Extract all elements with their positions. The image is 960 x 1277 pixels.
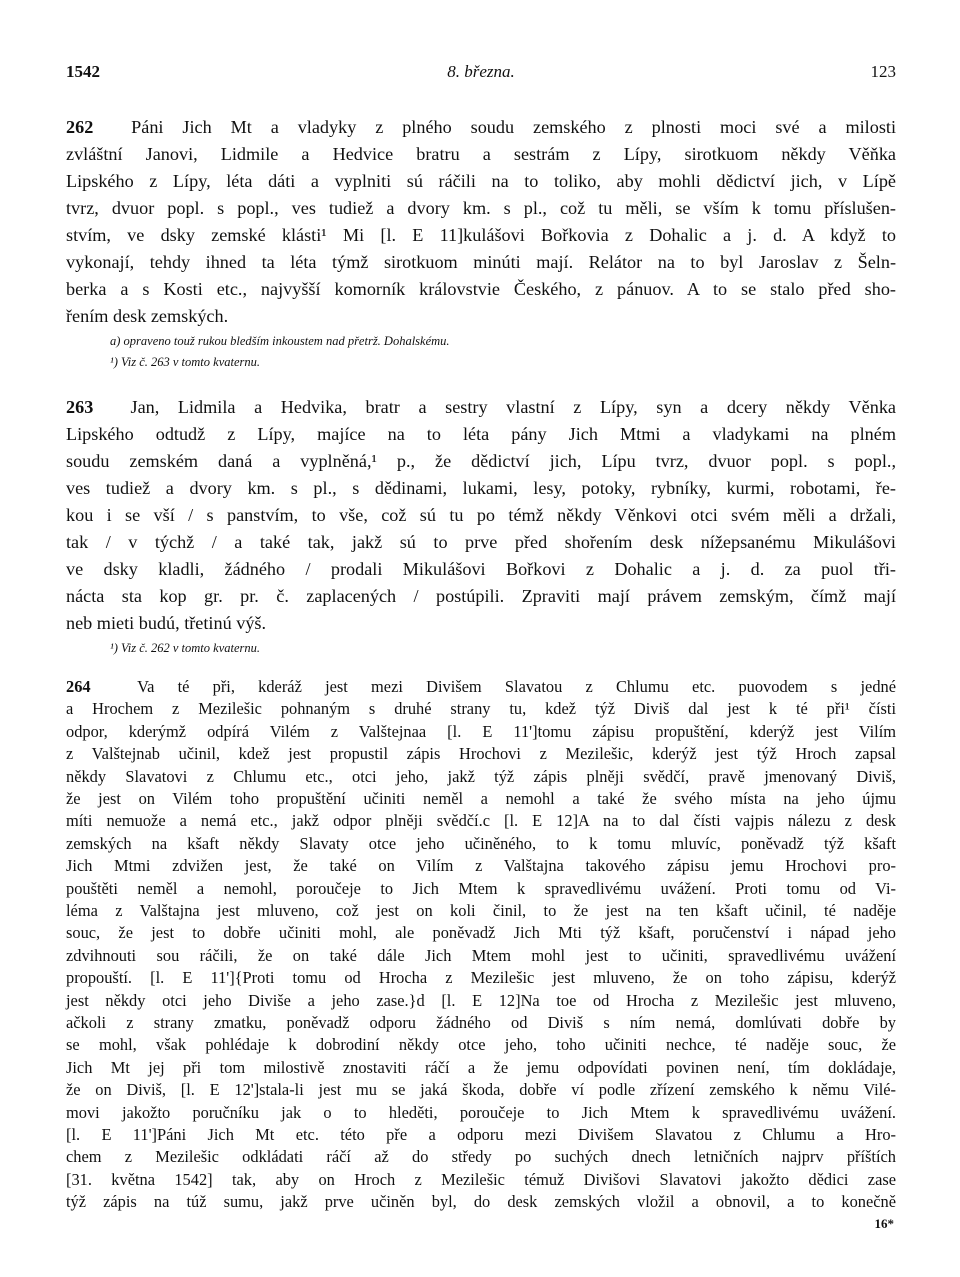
entry-264-line-8: zemských na kšaft někdy Slavaty otce jeho učiněného, to k tomu mluvíc, poněvadž týž kšaft — [66, 833, 896, 853]
entry-264-line-21: [l. E 11']Páni Jich Mt etc. této pře a odporu mezi Divišem Slavatou z Chlumu a Hro- — [66, 1125, 896, 1144]
entry-264-line-1 — [66, 676, 896, 698]
entry-263-line-3: soudu zemském daná a vyplněná,¹ p., že dědictví jich, Lípu tvrz, dvuor popl. s popl., — [66, 451, 896, 471]
entry-number: 263 — [66, 397, 94, 417]
entry-262-line-7: berka a s Kosti etc., najvyšší komorník královstvie Českého, z pánuov. A to se stalo před sho- — [66, 279, 896, 299]
entry-number: 262 — [66, 117, 94, 137]
text-line: Jan, Lidmila a Hedvika, bratr a sestry vlastní z Lípy, syn a dcery někdy Věnka — [130, 397, 897, 417]
entry-262-line-5: stvím, ve dsky zemské klásti¹ Mi [l. E 11]kulášovi Bořkovia z Dohalic a j. d. A když to — [66, 225, 896, 245]
entry-262-line-4: tvrz, dvuor popl. s popl., ves tudiež a dvory km. s pl., což tu měli, se vším k tomu příslušen- — [66, 198, 896, 218]
footnote-1-263: ¹) Viz č. 262 v tomto kvaternu. — [110, 641, 261, 655]
entry-264-line-4: z Valštejnab učinil, kdež jest propustil zápis Hrochovi z Mezilešic, kderýž jest týž Hroch zapsal — [66, 744, 896, 764]
entry-264-line-20: movi jakožto poručníku jak o to hleděti, poroučeje to Jich Mtem k spravedlivému uvážení. — [66, 1102, 896, 1122]
page-date: 8. března. — [447, 62, 515, 81]
footnote-a: a) opraveno touž rukou bledším inkoustem nad přetrž. Dohalskému. — [110, 334, 450, 348]
page-number: 123 — [870, 62, 896, 81]
entry-262-line-1 — [66, 114, 896, 141]
entry-264-line-3: odpor, kderýmž odpírá Vilém z Valštejnaa [l. E 11']tomu zápisu propuštění, kderýž jest Vilím — [66, 721, 896, 741]
entry-264-line-9: Jich Mtmi zdvižen jest, že také on Vilím z Valštajna takového zápisu jemu Hrochovi pro- — [66, 856, 896, 876]
page-header — [66, 62, 896, 88]
entry-262-line-8: řením desk zemských. — [66, 306, 229, 326]
entry-264-line-11: léma z Valštajna jest mluveno, což jest on koli činil, to že jest na ten kšaft učinil, té naděje — [66, 901, 896, 920]
signature-mark: 16* — [874, 1215, 894, 1231]
entry-264-line-16: ačkoli z strany zmatku, poněvadž odporu žádného od Diviš s ním nemá, domlúvati dobře by — [66, 1013, 896, 1032]
entry-264-line-15: jest někdy otci jeho Diviše a jeho zase.}d [l. E 12]Na toe od Hrocha z Mezilešic jest mluveno, — [66, 990, 896, 1010]
entry-264-line-5: někdy Slavatovi z Chlumu etc., otci jeho, jakž týž zápis plněji svědčí, pravě jmenovaný Diviš, — [66, 766, 896, 786]
entry-264-line-18: Jich Mt jej při tom milostivě znostaviti ráčí a že jemu odpovídati povinen není, tím dokládaje, — [66, 1057, 896, 1077]
entry-263-line-5: kou i se vší / s panstvím, to vše, což sú tu po témž někdy Věnkovi otci svém měli a držali, — [66, 505, 896, 525]
footnote-1: ¹) Viz č. 263 v tomto kvaternu. — [110, 355, 261, 369]
page-year: 1542 — [66, 62, 100, 81]
entry-264-line-23: [31. května 1542] tak, aby on Hroch z Mezilešic témuž Divišovi Slavatovi jakožto dědici zase — [66, 1169, 896, 1189]
text-line: Páni Jich Mt a vladyky z plného soudu zemského z plnosti moci své a milosti — [131, 117, 897, 137]
entry-264-line-24: týž zápis na túž sumu, jakž prve učiněn byl, do desk zemských vložil a obnovil, a to konečně — [66, 1192, 896, 1212]
entry-263-line-4: ves tudiež a dvory km. s pl., s dědinami, lukami, lesy, potoky, rybníky, kurmi, robotami, ře- — [66, 478, 896, 498]
entry-263-line-2: Lipského odtudž z Lípy, majíce na to léta pány Jich Mtmi a vladykami na plném — [66, 424, 896, 444]
entry-264-line-10: pouštěti neměl a nemohl, poroučeje to Jich Mtem k spravedlivému uvážení. Proti tomu od Vi- — [66, 878, 896, 898]
entry-262-line-6: vykonají, tehdy ihned ta léta týmž sirotkuom minúti mají. Relátor na to byl Jaroslav z Šeln- — [66, 252, 896, 272]
entry-264-line-2: a Hrochem z Mezilešic pohnaným s druhé strany tu, kdež týž Diviš dal jest k té při¹ čísti — [66, 699, 896, 719]
text-line: Va té při, kderáž jest mezi Divišem Slavatou z Chlumu etc. puovodem s jedné — [137, 677, 896, 696]
entry-263-line-9: neb mieti budú, třetinú výš. — [66, 613, 267, 633]
entry-262-line-3: Lipského z Lípy, léta dáti a vyplniti sú ráčili na to toliko, aby mohli dědictví jich, v Lípě — [66, 171, 896, 191]
entry-263-line-8: nácta sta kop gr. pr. č. zaplacených / postúpili. Zpraviti mají právem zemským, čímž mají — [66, 586, 896, 606]
entry-264-line-6: že jest on Vilém toho propuštění učiniti neměl a nemohl a také že svého místa na jeho újmu — [66, 789, 896, 808]
entry-264-line-13: zdvihnouti sou ráčili, že on také dále Jich Mtem mohl jest to učiniti, spravedlivému uvážení — [66, 945, 896, 965]
entry-263-line-7: ve dsky kladli, žádného / prodali Mikulášovi Bořkovi z Dohalic a j. d. za puol tři- — [66, 559, 896, 579]
entry-264-line-22: chem z Mezilešic odkládati ráčí až do středy po suchých dnech letničních najprv příštích — [66, 1147, 896, 1167]
entry-263-line-6: tak / v týchž / a také tak, jakž sú to prve před shořením desk nížepsanému Mikulášovi — [66, 532, 896, 552]
entry-262-line-2: zvláštní Janovi, Lidmile a Hedvice bratru a sestrám z Lípy, sirotkuom někdy Věňka — [66, 144, 896, 164]
entry-number: 264 — [66, 677, 91, 696]
entry-263-line-1 — [66, 394, 896, 421]
entry-264-line-14: propouští. [l. E 11']{Proti tomu od Hrocha z Mezilešic jest mluveno, že on toho zápisu, kderýž — [66, 968, 896, 988]
entry-264-line-19: že on Diviš, [l. E 12']stala-li jest mu se jaká škoda, dobře ví podle zřízení zemského k němu Vilé- — [66, 1080, 896, 1100]
entry-264-line-17: se mohl, však pohlédaje k dobrodiní někdy otce jeho, toho učiniti nechce, té naděje souc, že — [66, 1035, 896, 1055]
entry-264-line-7: míti nemuože a nemá etc., jakž odpor plněji svědčí.c [l. E 12]A na to dal čísti vajpis nálezu z desk — [66, 811, 896, 831]
entry-264-line-12: souc, že jest to dobře učiniti mohl, ale poněvadž Jich Mti týž kšaft, poručenství i nápad jeho — [66, 923, 896, 943]
